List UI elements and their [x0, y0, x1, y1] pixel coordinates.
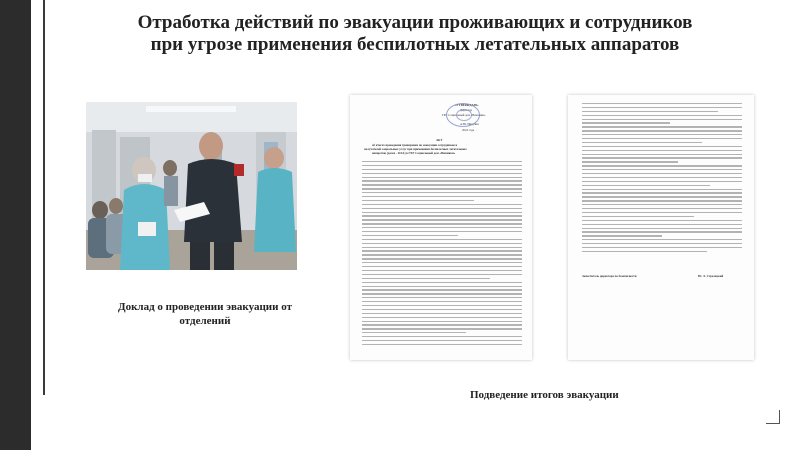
- approve-role-2: ГБУ Социальный дом «Вешняки»: [442, 113, 486, 117]
- photo-caption-line-1: Доклад о проведении эвакуации от: [118, 301, 292, 313]
- slide-title: [90, 12, 740, 56]
- approve-header: «УТВЕРЖДАЮ»: [455, 103, 479, 107]
- approve-role-1: Директор: [460, 108, 473, 112]
- approve-date: 2024 года: [462, 128, 475, 132]
- act-continuation-text: [582, 103, 742, 255]
- act-body-text: [362, 161, 522, 348]
- left-decorative-band: [0, 0, 31, 450]
- slide-title-line-1: Отработка действий по эвакуации проживающих и сотрудников: [137, 12, 693, 33]
- corner-mark: [766, 410, 780, 424]
- act-subtitle-3: аппаратов (далее – БЛА) в ГБУ Социальный дом «Вешняки»: [372, 151, 456, 155]
- act-document-page-1: [350, 95, 532, 360]
- left-decorative-rule: [43, 0, 45, 395]
- act-subtitle-2: получателей социальных услуг при применении беспилотных летательных: [364, 147, 467, 151]
- photo-caption-line-2: отделений: [179, 315, 231, 327]
- signature-name: Ю. Л. Стрелецкий: [698, 274, 724, 278]
- seal-stamp-inner-icon: [456, 109, 472, 121]
- act-document-page-2: [568, 95, 754, 360]
- evacuation-report-photo: [86, 102, 297, 270]
- act-title: АКТ: [436, 138, 443, 142]
- signature-role: Заместитель директора по безопасности: [582, 274, 637, 278]
- documents-caption: Подведение итогов эвакуации: [470, 389, 619, 401]
- act-subtitle-1: об итогах проведения тренировки по эвакуации сотрудников и: [372, 143, 458, 147]
- approve-signer: А.Ю. Никулин: [460, 122, 479, 126]
- photo-caption: [86, 300, 324, 328]
- slide-title-line-2: при угрозе применения беспилотных летательных аппаратов: [150, 34, 680, 55]
